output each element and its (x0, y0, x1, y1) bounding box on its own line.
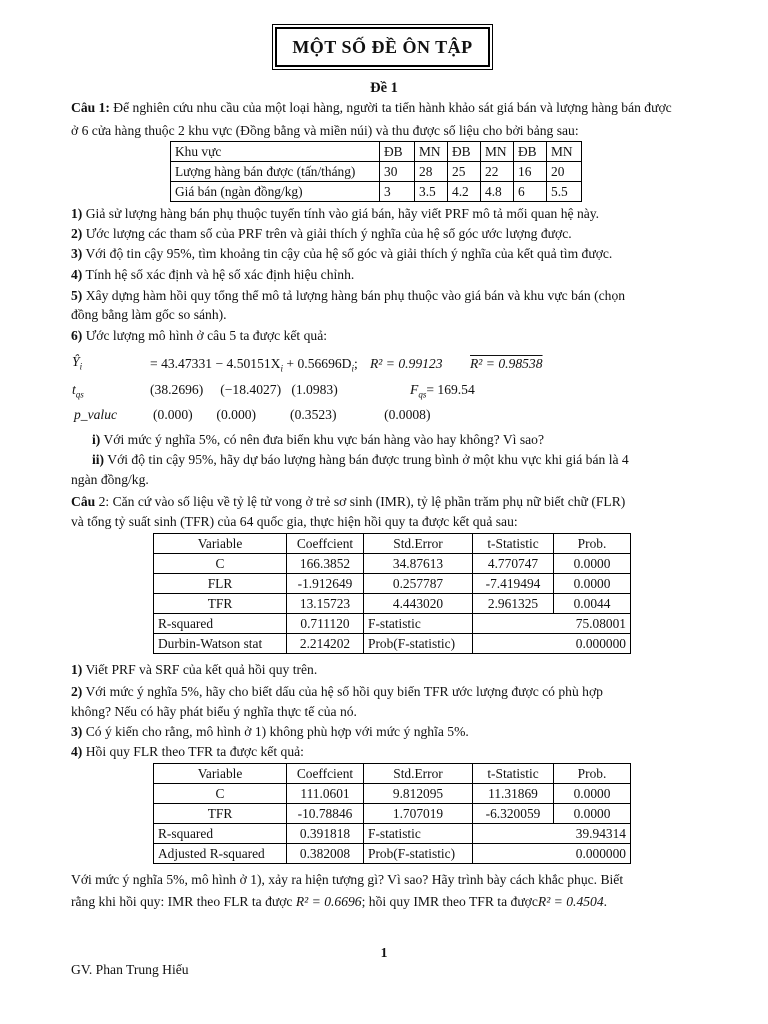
cau2-question-4: 4) Hồi quy FLR theo TFR ta được kết quả: (71, 744, 304, 759)
exam-heading: Đề 1 (370, 80, 398, 96)
cau1-question-ii: ii) Với độ tin cậy 95%, hãy dự báo lượng hàng bán được trung bình ở một khu vực khi giá bán là 4 (92, 452, 629, 467)
table-row: C 111.0601 9.812095 11.31869 0.0000 (154, 784, 631, 804)
r-squared: R² = 0.99123 (370, 356, 443, 371)
cau1-question-i: i) Với mức ý nghĩa 5%, có nên đưa biến khu vực bán hàng vào hay không? Vì sao? (92, 432, 544, 447)
table-row: Giá bán (ngàn đồng/kg) 3 3.5 4.2 4.8 6 5.5 (171, 182, 582, 202)
table-row: TFR -10.78846 1.707019 -6.320059 0.0000 (154, 804, 631, 824)
t-stat-values: (38.2696) (−18.4027) (1.0983) (150, 382, 338, 397)
document-title-box (275, 27, 490, 67)
table-row: Lượng hàng bán được (tấn/tháng) 30 28 25 22 16 20 (171, 162, 582, 182)
cau1-question-ii-cont: ngàn đồng/kg. (71, 472, 149, 487)
document-title: MỘT SỐ ĐỀ ÔN TẬP (292, 36, 473, 57)
cau2-question-3: 3) Có ý kiến cho rằng, mô hình ở 1) không phù hợp với mức ý nghĩa 5%. (71, 724, 469, 739)
p-value-label: p_valuc (74, 407, 118, 422)
cau1-question-1: 1) Giả sử lượng hàng bán phụ thuộc tuyến tính vào giá bán, hãy viết PRF mô tả mối quan hệ này. (71, 206, 600, 221)
cau2-question-2-cont: không? Nếu có hãy phát biểu ý nghĩa thực tế của nó. (71, 704, 357, 719)
table-row: Durbin-Watson stat 2.214202 Prob(F-statistic) 0.000000 (154, 634, 631, 654)
t-stat-label: $t_{qs}$ (72, 382, 84, 400)
cau1-question-5-cont: đồng bằng làm gốc so sánh). (71, 307, 227, 322)
regression-table-imr (153, 533, 631, 654)
table-row: Variable Coeffcient Std.Error t-Statistic Prob. (154, 764, 631, 784)
p-value-values: (0.000) (0.000) (0.3523) (0.0008) (153, 407, 431, 422)
table-row: Variable Coeffcient Std.Error t-Statistic Prob. (154, 534, 631, 554)
table-row: FLR -1.912649 0.257787 -7.419494 0.0000 (154, 574, 631, 594)
table-row: C 166.3852 34.87613 4.770747 0.0000 (154, 554, 631, 574)
table-row: Khu vực ĐB MN ĐB MN ĐB MN (171, 142, 582, 162)
table-row: R-squared 0.391818 F-statistic 39.94314 (154, 824, 631, 844)
table-row: TFR 13.15723 4.443020 2.961325 0.0044 (154, 594, 631, 614)
cau2-closing-line2: rằng khi hồi quy: IMR theo FLR ta được R² = 0.6696; hồi quy IMR theo TFR ta đượcR² = 0.4504. (71, 894, 608, 909)
table-row: Adjusted R-squared 0.382008 Prob(F-statistic) 0.000000 (154, 844, 631, 864)
cau2-intro-line1: Câu 2: Căn cứ vào số liệu về tỷ lệ tử vong ở trẻ sơ sinh (IMR), tỷ lệ phần trăm phụ nữ biết chữ (FLR) (71, 494, 626, 509)
sales-price-table (170, 141, 582, 202)
cau1-intro-line1: Câu 1: Để nghiên cứu nhu cầu của một loại hàng, người ta tiến hành khảo sát giá bán và lượng hàng bán được (71, 100, 672, 115)
cau1-question-5: 5) Xây dựng hàm hồi quy tổng thể mô tả lượng hàng bán phụ thuộc vào giá bán và khu vực bán (chọn (71, 288, 626, 303)
cau1-question-4: 4) Tính hệ số xác định và hệ số xác định hiệu chỉnh. (71, 267, 355, 282)
regression-yhat: $Ŷ_i$ (72, 354, 83, 372)
table-row: R-squared 0.711120 F-statistic 75.08001 (154, 614, 631, 634)
f-stat: $F_{qs}= 169.54$ (410, 382, 475, 400)
cau1-question-3: 3) Với độ tin cậy 95%, tìm khoảng tin cậy của hệ số góc và giải thích ý nghĩa của kết quả tìm được. (71, 246, 613, 261)
cau1-intro-line2: ở 6 cửa hàng thuộc 2 khu vực (Đồng bằng và miền núi) và thu được số liệu cho bởi bảng sau: (71, 123, 579, 138)
cau1-question-6: 6) Ước lượng mô hình ở câu 5 ta được kết quả: (71, 328, 328, 343)
cau2-question-1: 1) Viết PRF và SRF của kết quả hồi quy trên. (71, 662, 318, 677)
cau2-intro-line2: và tổng tỷ suất sinh (TFR) của 64 quốc gia, thực hiện hồi quy ta được kết quả sau: (71, 514, 518, 529)
cau2-question-2: 2) Với mức ý nghĩa 5%, hãy cho biết dấu của hệ số hồi quy biến TFR ước lượng được có phù hợp (71, 684, 603, 699)
page-number: 1 (380, 945, 388, 960)
cau2-closing-line1: Với mức ý nghĩa 5%, mô hình ở 1), xảy ra hiện tượng gì? Vì sao? Hãy trình bày cách khắc phục. Biết (71, 872, 624, 887)
adjusted-r-squared: R² = 0.98538 (470, 356, 543, 371)
footer-author: GV. Phan Trung Hiếu (71, 962, 189, 977)
regression-table-flr (153, 763, 631, 864)
cau1-question-2: 2) Ước lượng các tham số của PRF trên và giải thích ý nghĩa của hệ số góc ước lượng được. (71, 226, 572, 241)
regression-equation: = $43.47331 - 4.50151X_i + 0.56696D_i$; (150, 356, 358, 374)
